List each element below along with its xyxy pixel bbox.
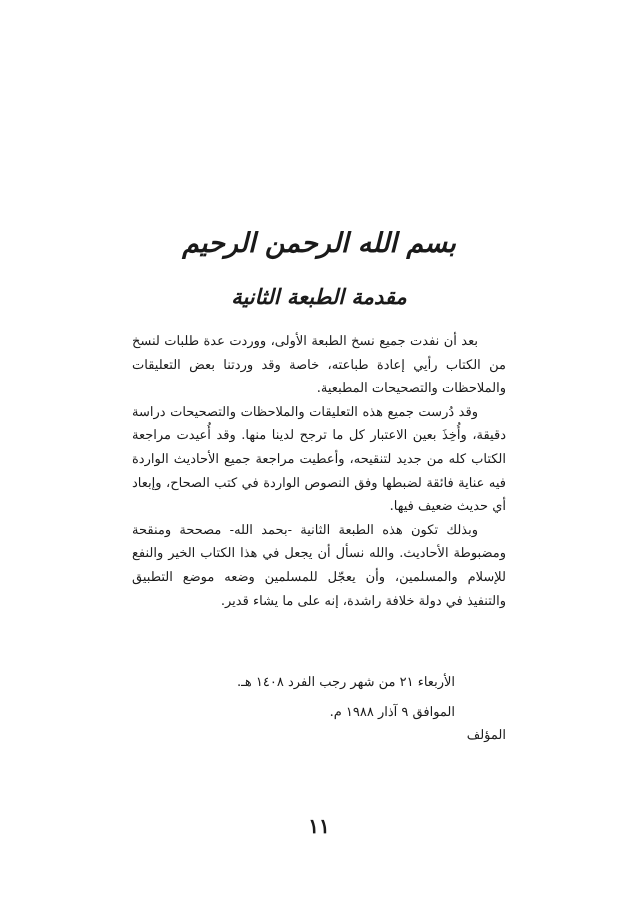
paragraph-2-text: وقد دُرست جميع هذه التعليقات والملاحظات والتصحيحات دراسة دقيقة، وأُخِذَ بعين الاعتبار كل ما ترجح لدينا منها. وقد أُعيدت مراجعة الكتاب كله من جديد لتنقيحه، وأعطيت مراجعة جميع الأحاديث الواردة فيه عناية فائقة لضبطها وفق النصوص الواردة في كتب الصحاح، وإبعاد أي حديث ضعيف فيها. (132, 404, 506, 515)
paragraph-3 (132, 519, 506, 613)
author-signature: المؤلف (466, 728, 506, 743)
basmala-heading: بسم الله الرحمن الرحيم (182, 228, 456, 259)
page-number: ١١ (308, 814, 330, 838)
paragraph-3-text: وبذلك تكون هذه الطبعة الثانية -بحمد الله- مصححة ومنقحة ومضبوطة الأحاديث. والله نسأل أن يجعل في هذا الكتاب الخير والنفع للإسلام والمسلمين، وأن يعجّل للمسلمين وضعه موضع التطبيق والتنفيذ في دولة خلافة راشدة، إنه على ما يشاء قدير. (132, 522, 506, 609)
page-title: مقدمة الطبعة الثانية (231, 284, 407, 309)
paragraph-2 (132, 401, 506, 519)
date-block (0, 668, 638, 728)
paragraph-1 (132, 330, 506, 401)
hijri-date-line: الأربعاء ٢١ من شهر رجب الفرد ١٤٠٨ هـ. (236, 675, 455, 690)
preface-body (132, 330, 506, 613)
paragraph-1-text: بعد أن نفدت جميع نسخ الطبعة الأولى، ووردت عدة طلبات لنسخ من الكتاب رأيي إعادة طباعته، خاصة وقد وردتنا بعض التعليقات والملاحظات والتصحيحات المطبعية. (132, 334, 506, 397)
gregorian-date-line: الموافق ٩ آذار ١٩٨٨ م. (329, 705, 455, 720)
